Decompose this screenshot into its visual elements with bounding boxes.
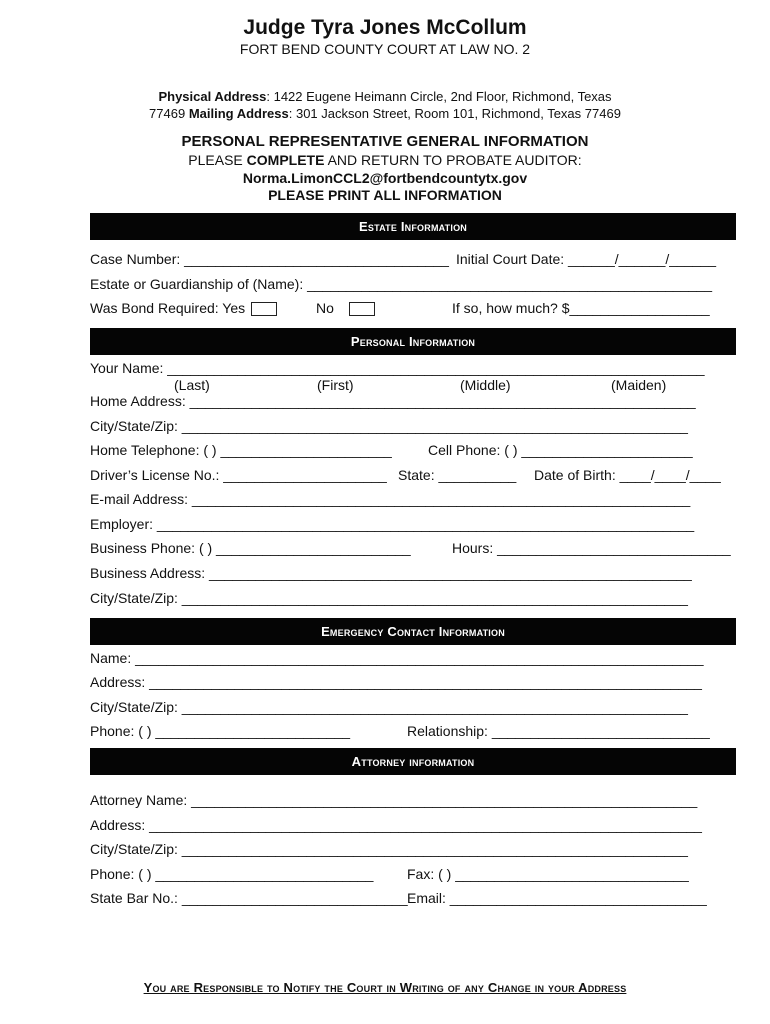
business-phone-field[interactable]: Business Phone: ( ) _________________________	[90, 540, 411, 556]
home-address-field[interactable]: Home Address: _________________________________________________________________	[90, 393, 696, 409]
bond-yes-checkbox[interactable]	[251, 302, 277, 316]
date-of-birth-field[interactable]: Date of Birth: ____/____/____	[534, 467, 721, 483]
address-change-notice: You are Responsible to Notify the Court in Writing of any Change in your Address	[143, 980, 627, 995]
email-address-field[interactable]: E-mail Address: ________________________________________________________________	[90, 491, 691, 507]
state-bar-number-field[interactable]: State Bar No.: _____________________________	[90, 890, 408, 906]
emergency-phone-field[interactable]: Phone: ( ) _________________________	[90, 723, 351, 739]
emergency-contact-bar: Emergency Contact Information	[90, 618, 736, 645]
attorney-email-field[interactable]: Email: _________________________________	[407, 890, 707, 906]
attorney-phone-field[interactable]: Phone: ( ) ____________________________	[90, 866, 374, 882]
bond-yes-option[interactable]	[90, 300, 277, 316]
physical-address-value: : 1422 Eugene Heimann Circle, 2nd Floor, Richmond, Texas	[266, 89, 612, 104]
name-part-first: (First)	[317, 377, 354, 393]
form-heading: PERSONAL REPRESENTATIVE GENERAL INFORMATION	[181, 133, 589, 150]
bond-required-label: Was Bond Required: Yes	[90, 300, 246, 316]
home-telephone-field[interactable]: Home Telephone: ( ) ______________________	[90, 442, 392, 458]
print-note: PLEASE PRINT ALL INFORMATION	[268, 187, 502, 203]
name-part-last: (Last)	[174, 377, 210, 393]
attorney-address-field[interactable]: Address: _______________________________________________________________________	[90, 817, 702, 833]
mailing-address-line	[0, 106, 770, 121]
personal-information-bar: Personal Information	[90, 328, 736, 355]
hours-field[interactable]: Hours: ______________________________	[452, 540, 731, 556]
auditor-email: Norma.LimonCCL2@fortbendcountytx.gov	[242, 170, 528, 186]
emergency-city-state-zip-field[interactable]: City/State/Zip: _________________________________________________________________	[90, 699, 688, 715]
emergency-relationship-field[interactable]: Relationship: ____________________________	[407, 723, 710, 739]
name-part-maiden: (Maiden)	[611, 377, 667, 393]
instruction-bold: COMPLETE	[246, 152, 325, 168]
instruction-pre: PLEASE	[188, 152, 247, 168]
attorney-fax-field[interactable]: Fax: ( ) ______________________________	[407, 866, 689, 882]
attorney-city-state-zip-field[interactable]: City/State/Zip: _________________________________________________________________	[90, 841, 688, 857]
cell-phone-field[interactable]: Cell Phone: ( ) ______________________	[428, 442, 693, 458]
employer-field[interactable]: Employer: _____________________________________________________________________	[90, 516, 695, 532]
estate-name-field[interactable]: Estate or Guardianship of (Name): ____________________________________________________	[90, 276, 712, 292]
mailing-address-label: Mailing Address	[188, 106, 289, 121]
name-part-middle: (Middle)	[460, 377, 511, 393]
court-name: FORT BEND COUNTY COURT AT LAW NO. 2	[239, 41, 531, 57]
license-state-field[interactable]: State: __________	[398, 467, 517, 483]
estate-information-bar: Estate Information	[90, 213, 736, 240]
mailing-address-value: : 301 Jackson Street, Room 101, Richmond, Texas 77469	[288, 106, 621, 121]
bond-amount-field[interactable]: If so, how much? $__________________	[452, 300, 710, 316]
your-name-field[interactable]: Your Name: _____________________________________________________________________	[90, 360, 705, 376]
business-address-field[interactable]: Business Address: ______________________________________________________________	[90, 565, 692, 581]
physical-address-line	[0, 89, 770, 104]
initial-court-date-field[interactable]: Initial Court Date: ______/______/______	[456, 251, 716, 267]
physical-address-label: Physical Address	[158, 89, 267, 104]
emergency-address-field[interactable]: Address: _______________________________________________________________________	[90, 674, 702, 690]
instruction-post: AND RETURN TO PROBATE AUDITOR:	[324, 152, 582, 168]
emergency-name-field[interactable]: Name: _________________________________________________________________________	[90, 650, 704, 666]
business-city-state-zip-field[interactable]: City/State/Zip: _________________________________________________________________	[90, 590, 688, 606]
bond-no-label: No	[316, 300, 334, 316]
attorney-information-bar: Attorney information	[90, 748, 736, 775]
case-number-field[interactable]: Case Number: __________________________________	[90, 251, 449, 267]
bond-no-option[interactable]	[316, 300, 375, 316]
drivers-license-field[interactable]: Driver’s License No.: _____________________	[90, 467, 387, 483]
bond-no-checkbox[interactable]	[349, 302, 375, 316]
physical-address-zip: 77469	[149, 106, 189, 121]
attorney-name-field[interactable]: Attorney Name: _________________________________________________________________	[90, 792, 698, 808]
judge-name-title: Judge Tyra Jones McCollum	[243, 16, 527, 39]
home-city-state-zip-field[interactable]: City/State/Zip: _________________________________________________________________	[90, 418, 688, 434]
return-instruction	[0, 152, 770, 168]
